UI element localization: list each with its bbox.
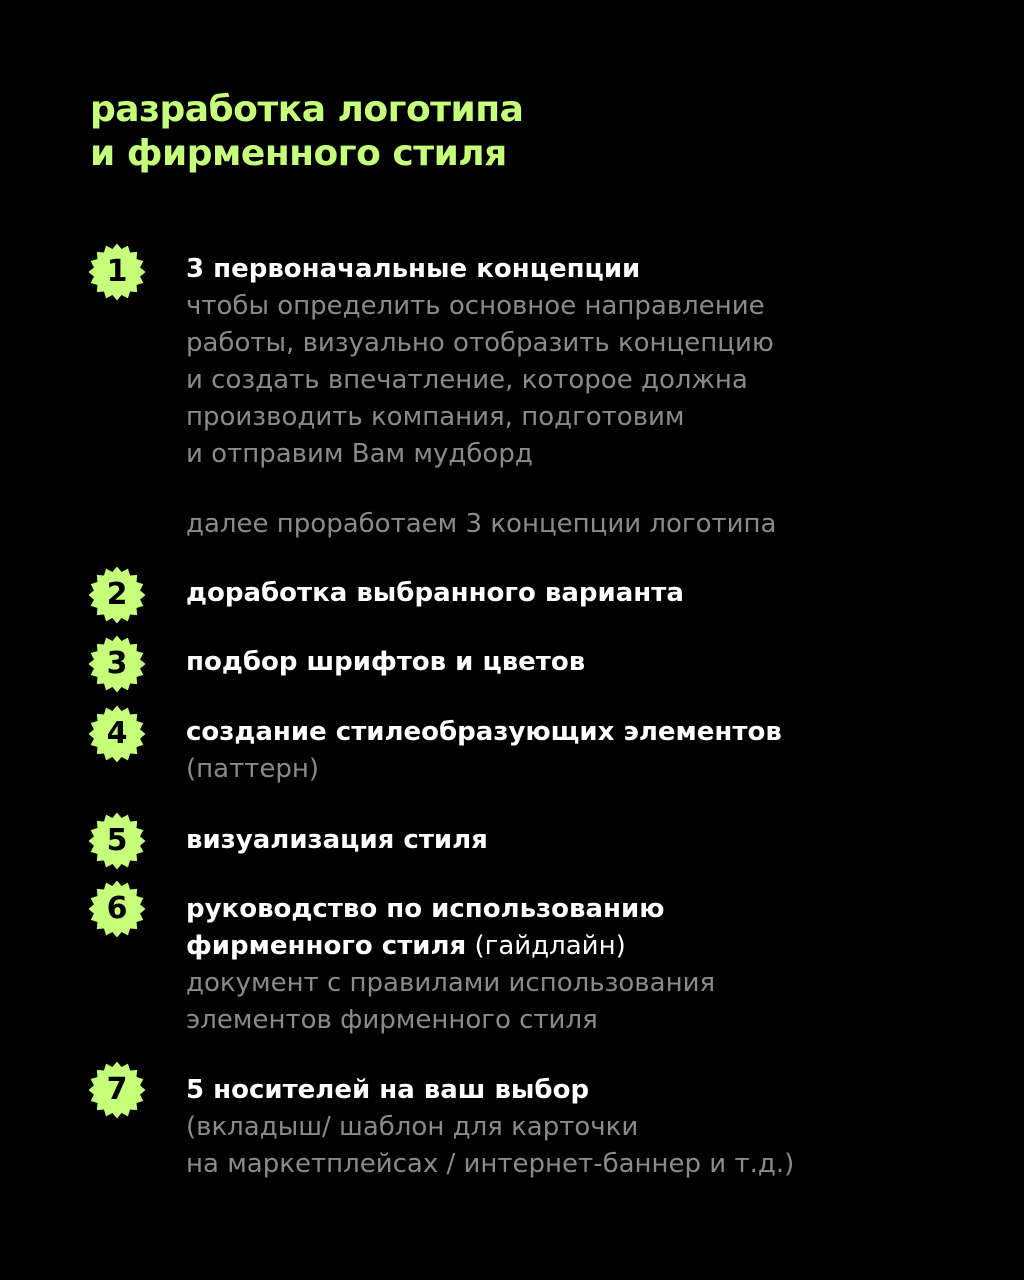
step-description-line: документ с правилами использования	[186, 968, 716, 998]
step-description-line: и отправим Вам мудборд	[186, 439, 533, 469]
step-text	[186, 1072, 986, 1183]
step-badge	[88, 812, 146, 870]
step-heading-bold: фирменного стиля	[186, 931, 467, 961]
step-heading: руководство по использованию	[186, 894, 665, 924]
step-heading: 3 первоначальные концепции	[186, 254, 641, 284]
step-description-line: производить компания, подготовим	[186, 402, 685, 432]
step-number: 2	[106, 577, 128, 612]
step-text	[186, 575, 986, 612]
page-title-line-1: разработка логотипа	[90, 89, 524, 130]
step-text	[186, 644, 986, 681]
step-text	[186, 891, 986, 1039]
step-badge	[88, 705, 146, 763]
step-text	[186, 251, 986, 543]
step-badge	[88, 243, 146, 301]
step-heading: 5 носителей на ваш выбор	[186, 1075, 590, 1105]
step-text	[186, 822, 986, 859]
step-description-line: (вкладыш/ шаблон для карточки	[186, 1112, 639, 1142]
step-heading: подбор шрифтов и цветов	[186, 647, 586, 677]
step-number: 3	[106, 646, 128, 681]
step-badge	[88, 880, 146, 938]
step-heading: создание стилеобразующих элементов	[186, 717, 782, 747]
step-heading: визуализация стиля	[186, 825, 488, 855]
step-number: 4	[106, 716, 128, 751]
step-description-line: работы, визуально отобразить концепцию	[186, 328, 774, 358]
step-badge	[88, 566, 146, 624]
step-description-line: чтобы определить основное направление	[186, 291, 765, 321]
step-description-line: и создать впечатление, которое должна	[186, 365, 748, 395]
step-description-line: (паттерн)	[186, 754, 320, 784]
step-heading-line-2	[186, 928, 986, 965]
step-note: далее проработаем 3 концепции логотипа	[186, 509, 777, 539]
step-number: 1	[106, 254, 128, 289]
step-text	[186, 714, 986, 788]
step-number: 7	[106, 1072, 128, 1107]
page-title	[90, 88, 523, 176]
step-heading: доработка выбранного варианта	[186, 578, 684, 608]
step-description-line: элементов фирменного стиля	[186, 1005, 598, 1035]
step-number: 6	[106, 891, 128, 926]
step-description-line: на маркетплейсах / интернет-баннер и т.д.)	[186, 1149, 795, 1179]
step-badge	[88, 635, 146, 693]
step-number: 5	[106, 823, 128, 858]
step-heading-suffix: (гайдлайн)	[466, 931, 626, 961]
page-title-line-2: и фирменного стиля	[90, 133, 507, 174]
step-badge	[88, 1061, 146, 1119]
